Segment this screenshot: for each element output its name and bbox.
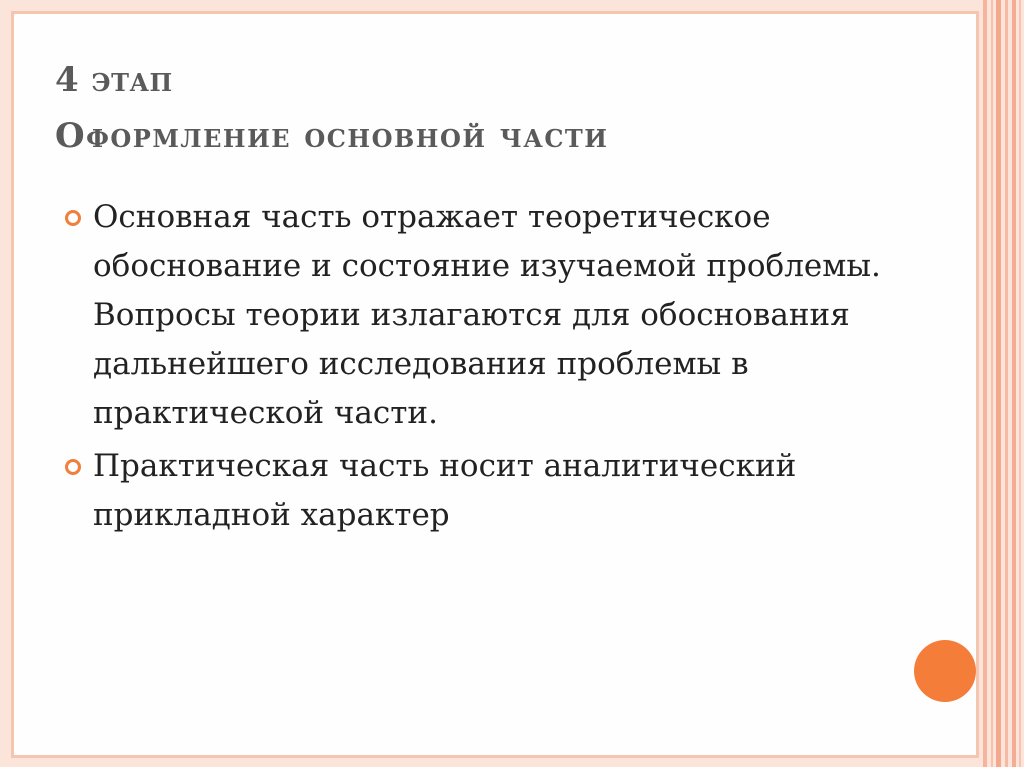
decorative-stripe	[983, 0, 987, 767]
bullet-list	[55, 193, 915, 544]
decorative-stripe	[1005, 0, 1008, 767]
orange-circle-icon	[914, 640, 976, 702]
decorative-stripe	[991, 0, 993, 767]
list-item	[55, 442, 915, 540]
decorative-stripe	[1019, 0, 1021, 767]
title-stage: 4 этап	[55, 60, 173, 100]
slide-title	[55, 52, 935, 164]
title-heading: Оформление основной части	[55, 116, 609, 156]
decorative-stripe	[996, 0, 1001, 767]
decorative-stripe	[1012, 0, 1016, 767]
bullet-text: Основная часть отражает теоретическое обоснование и состояние изучаемой проблемы. Вопросы теории излагаются для обоснования дальнейшего исследования проблемы в практической части.	[93, 199, 881, 431]
bullet-text: Практическая часть носит аналитический прикладной характер	[93, 448, 797, 533]
ring-bullet-icon	[65, 459, 81, 475]
ring-bullet-icon	[65, 210, 81, 226]
list-item	[55, 193, 915, 438]
